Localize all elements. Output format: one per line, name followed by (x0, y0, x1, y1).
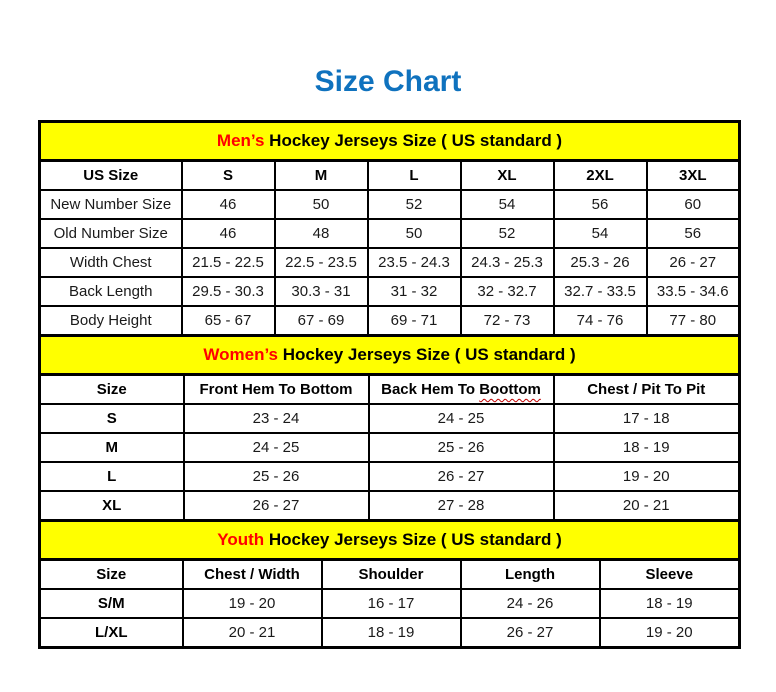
data-cell: 20 - 21 (554, 491, 740, 521)
data-cell: 54 (554, 219, 647, 248)
data-cell: 25.3 - 26 (554, 248, 647, 277)
header-cell: US Size (40, 161, 182, 191)
data-cell: 19 - 20 (183, 589, 322, 618)
mens-size-table (38, 120, 741, 337)
youth-size-table (38, 519, 741, 649)
data-cell: 29.5 - 30.3 (182, 277, 275, 306)
data-cell: 50 (368, 219, 461, 248)
mens-section-banner: Men’s Hockey Jerseys Size ( US standard ) (40, 122, 740, 161)
header-cell: Size (40, 560, 183, 590)
row-label: Body Height (40, 306, 182, 336)
data-cell: 25 - 26 (369, 433, 554, 462)
row-label: Old Number Size (40, 219, 182, 248)
data-cell: 60 (647, 190, 740, 219)
data-cell: 48 (275, 219, 368, 248)
section-banner-highlight: Women’s (203, 345, 278, 364)
header-cell: Front Hem To Bottom (184, 375, 369, 405)
row-label: M (40, 433, 184, 462)
data-cell: 32 - 32.7 (461, 277, 554, 306)
data-cell: 26 - 27 (184, 491, 369, 521)
data-cell: 26 - 27 (461, 618, 600, 648)
row-label: S/M (40, 589, 183, 618)
row-label: S (40, 404, 184, 433)
data-cell: 56 (554, 190, 647, 219)
data-cell: 30.3 - 31 (275, 277, 368, 306)
data-cell: 26 - 27 (647, 248, 740, 277)
row-label: L/XL (40, 618, 183, 648)
data-cell: 27 - 28 (369, 491, 554, 521)
data-cell: 23 - 24 (184, 404, 369, 433)
row-label: New Number Size (40, 190, 182, 219)
data-cell: 23.5 - 24.3 (368, 248, 461, 277)
data-cell: 21.5 - 22.5 (182, 248, 275, 277)
header-cell: Size (40, 375, 184, 405)
data-cell: 69 - 71 (368, 306, 461, 336)
data-cell: 24 - 26 (461, 589, 600, 618)
womens-section-banner: Women’s Hockey Jerseys Size ( US standard ) (40, 336, 740, 375)
data-cell: 24.3 - 25.3 (461, 248, 554, 277)
data-cell: 22.5 - 23.5 (275, 248, 368, 277)
header-cell: Shoulder (322, 560, 461, 590)
data-cell: 52 (461, 219, 554, 248)
header-cell: Chest / Width (183, 560, 322, 590)
youth-section-banner: Youth Hockey Jerseys Size ( US standard ) (40, 521, 740, 560)
header-cell: Sleeve (600, 560, 740, 590)
page-title: Size Chart (314, 65, 462, 98)
data-cell: 46 (182, 190, 275, 219)
misspelled-word: Boottom (479, 381, 541, 398)
data-cell: 19 - 20 (554, 462, 740, 491)
row-label: XL (40, 491, 184, 521)
section-banner-highlight: Men’s (216, 131, 265, 150)
data-cell: 26 - 27 (369, 462, 554, 491)
data-cell: 18 - 19 (322, 618, 461, 648)
data-cell: 24 - 25 (184, 433, 369, 462)
data-cell: 19 - 20 (600, 618, 740, 648)
data-cell: 77 - 80 (647, 306, 740, 336)
header-cell: Chest / Pit To Pit (554, 375, 740, 405)
data-cell: 16 - 17 (322, 589, 461, 618)
data-cell: 65 - 67 (182, 306, 275, 336)
header-cell: L (368, 161, 461, 191)
data-cell: 25 - 26 (184, 462, 369, 491)
data-cell: 52 (368, 190, 461, 219)
data-cell: 56 (647, 219, 740, 248)
data-cell: 50 (275, 190, 368, 219)
data-cell: 72 - 73 (461, 306, 554, 336)
data-cell: 20 - 21 (183, 618, 322, 648)
header-cell: Back Hem To Boottom (369, 375, 554, 405)
data-cell: 18 - 19 (554, 433, 740, 462)
size-chart (38, 120, 738, 649)
header-cell: XL (461, 161, 554, 191)
data-cell: 74 - 76 (554, 306, 647, 336)
data-cell: 18 - 19 (600, 589, 740, 618)
section-banner-highlight: Youth (217, 530, 265, 549)
data-cell: 31 - 32 (368, 277, 461, 306)
row-label: L (40, 462, 184, 491)
data-cell: 67 - 69 (275, 306, 368, 336)
row-label: Back Length (40, 277, 182, 306)
row-label: Width Chest (40, 248, 182, 277)
header-cell: M (275, 161, 368, 191)
header-cell: 3XL (647, 161, 740, 191)
data-cell: 54 (461, 190, 554, 219)
womens-size-table (38, 334, 741, 522)
header-cell: 2XL (554, 161, 647, 191)
data-cell: 24 - 25 (369, 404, 554, 433)
data-cell: 33.5 - 34.6 (647, 277, 740, 306)
data-cell: 17 - 18 (554, 404, 740, 433)
data-cell: 32.7 - 33.5 (554, 277, 647, 306)
data-cell: 46 (182, 219, 275, 248)
header-cell: Length (461, 560, 600, 590)
header-cell: S (182, 161, 275, 191)
